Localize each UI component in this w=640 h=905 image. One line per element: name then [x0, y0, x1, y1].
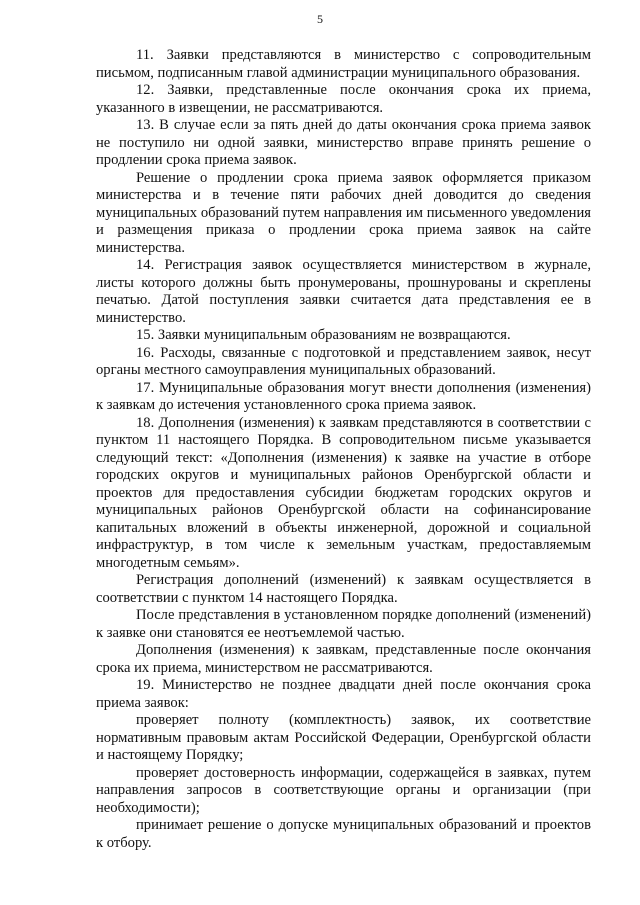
paragraph-amendments-integral: После представления в установленном порядке дополнений (изменений) к заявке они становятся ее неотъемлемой частью. — [96, 607, 591, 641]
paragraph-extension-decision: Решение о продлении срока приема заявок оформляется приказом министерства и в течение пяти рабочих дней доводится до сведения муниципальных образований путем направления им письменного уведомления и размещения приказа о продлении срока приема заявок на сайте министерства. — [96, 169, 591, 256]
paragraph-item-18: 18. Дополнения (изменения) к заявкам представляются в соответствии с пунктом 11 настоящего Порядка. В сопроводительном письме указывается следующий текст: «Дополнения (изменения) к заявке на участие в отборе городских округов и муниципальных районов Оренбургской области и проектов для предоставления субсидии бюджетам городских округов и муниципальных районов Оренбургской области на софинансирование капитальных вложений в объекты инженерной, дорожной и социальной инфраструктур, в том числе к земельным участкам, предоставляемым многодетным семьям». — [96, 414, 591, 571]
paragraph-item-14: 14. Регистрация заявок осуществляется министерством в журнале, листы которого должны быть пронумерованы, прошнурованы и скреплены печатью. Датой поступления заявки считается дата представления ее в министерство. — [96, 257, 591, 326]
paragraph-check-completeness: проверяет полноту (комплектность) заявок, их соответствие нормативным правовым актам Российской Федерации, Оренбургской области и настоящему Порядку; — [96, 712, 591, 763]
paragraph-item-16: 16. Расходы, связанные с подготовкой и представлением заявок, несут органы местного самоуправления муниципальных образований. — [96, 344, 591, 378]
paragraph-item-17: 17. Муниципальные образования могут внести дополнения (изменения) к заявкам до истечения установленного срока приема заявок. — [96, 379, 591, 413]
paragraph-admission-decision: принимает решение о допуске муниципальных образований и проектов к отбору. — [96, 817, 591, 851]
paragraph-amendments-registration: Регистрация дополнений (изменений) к заявкам осуществляется в соответствии с пунктом 14 настоящего Порядка. — [96, 572, 591, 606]
paragraph-item-15: 15. Заявки муниципальным образованиям не возвращаются. — [136, 327, 511, 343]
paragraph-item-11: 11. Заявки представляются в министерство с сопроводительным письмом, подписанным главой администрации муниципального образования. — [96, 47, 591, 81]
document-body — [96, 47, 591, 852]
paragraph-amendments-late: Дополнения (изменения) к заявкам, представленные после окончания срока их приема, министерством не рассматриваются. — [96, 642, 591, 676]
paragraph-item-13: 13. В случае если за пять дней до даты окончания срока приема заявок не поступило ни одной заявки, министерство вправе принять решение о продлении срока приема заявок. — [96, 117, 591, 168]
paragraph-check-reliability: проверяет достоверность информации, содержащейся в заявках, путем направления запросов в соответствующие органы и организации (при необходимости); — [96, 764, 591, 816]
paragraph-item-19: 19. Министерство не позднее двадцати дней после окончания срока приема заявок: — [96, 677, 591, 711]
paragraph-item-12: 12. Заявки, представленные после окончания срока их приема, указанного в извещении, не рассматриваются. — [96, 82, 591, 116]
page-number: 5 — [317, 12, 323, 26]
